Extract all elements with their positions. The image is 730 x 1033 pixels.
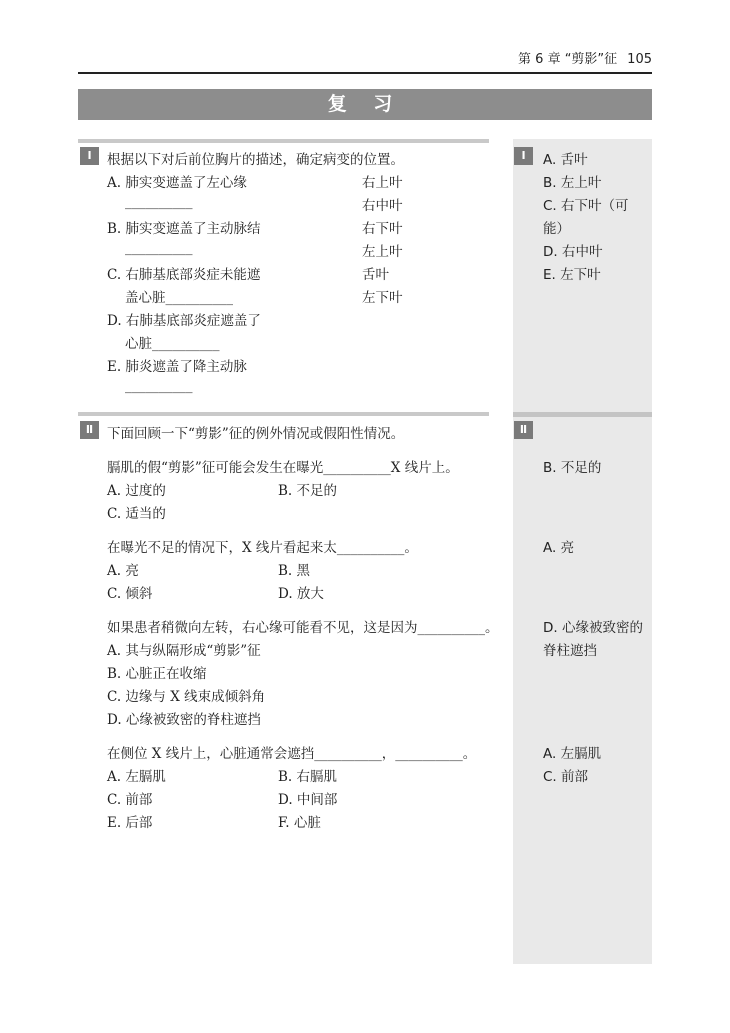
- header-rule: [78, 72, 652, 74]
- item-a-blank: __________: [125, 194, 193, 210]
- option: C. 倾斜: [107, 586, 153, 602]
- question-4: 在侧位 X 线片上，心脏通常会遮挡__________，__________。: [107, 746, 477, 762]
- answer-1c-cont: 能）: [543, 221, 570, 237]
- section2-marker: Ⅱ: [80, 421, 99, 439]
- option: B. 黑: [278, 563, 311, 579]
- answer-1e: E. 左下叶: [543, 267, 601, 283]
- option: C. 前部: [107, 792, 153, 808]
- option: A. 左膈肌: [107, 769, 166, 785]
- option: C. 适当的: [107, 506, 166, 522]
- item-b: B. 肺实变遮盖了主动脉结: [107, 221, 261, 237]
- section1-prompt: 根据以下对后前位胸片的描述，确定病变的位置。: [107, 152, 404, 168]
- running-header: [78, 48, 652, 67]
- option: C. 边缘与 X 线束成倾斜角: [107, 689, 266, 705]
- section1-marker: Ⅰ: [80, 147, 99, 165]
- item-e: E. 肺炎遮盖了降主动脉: [107, 359, 247, 375]
- option: A. 亮: [107, 563, 139, 579]
- answer-1c: C. 右下叶（可: [543, 198, 629, 214]
- answer-q3-cont: 脊柱遮挡: [543, 643, 597, 659]
- question-2: 在曝光不足的情况下，X 线片看起来太__________。: [107, 540, 418, 556]
- answer-q1: B. 不足的: [543, 460, 602, 476]
- option: B. 心脏正在收缩: [107, 666, 207, 682]
- lobe-option: 左上叶: [362, 244, 403, 260]
- option: D. 心缘被致密的脊柱遮挡: [107, 712, 261, 728]
- answer-1a: A. 舌叶: [543, 152, 588, 168]
- item-c: C. 右肺基底部炎症未能遮: [107, 267, 261, 283]
- title-banner: [78, 89, 652, 120]
- answer2-marker: Ⅱ: [514, 421, 533, 439]
- answer-q2: A. 亮: [543, 540, 575, 556]
- question-1: 膈肌的假“剪影”征可能会发生在曝光__________X 线片上。: [107, 460, 459, 476]
- option: A. 过度的: [107, 483, 166, 499]
- item-d: D. 右肺基底部炎症遮盖了: [107, 313, 261, 329]
- item-d-cont: 心脏__________: [125, 336, 220, 352]
- question-3: 如果患者稍微向左转，右心缘可能看不见，这是因为__________。: [107, 620, 499, 636]
- chapter-title: 第 6 章 “剪影”征: [518, 52, 618, 67]
- answer-q3: D. 心缘被致密的: [543, 620, 643, 636]
- answer-q4-cont: C. 前部: [543, 769, 589, 785]
- page-number: 105: [627, 52, 652, 67]
- option: B. 右膈肌: [278, 769, 338, 785]
- answer-q4: A. 左膈肌: [543, 746, 602, 762]
- answer-1b: B. 左上叶: [543, 175, 602, 191]
- item-b-blank: __________: [125, 240, 193, 256]
- option: B. 不足的: [278, 483, 338, 499]
- answer-1d: D. 右中叶: [543, 244, 603, 260]
- lobe-option: 左下叶: [362, 290, 403, 306]
- lobe-option: 右中叶: [362, 198, 403, 214]
- lobe-option: 舌叶: [362, 267, 389, 283]
- section2-rule: [78, 412, 489, 416]
- answer-panel-divider: [513, 412, 652, 417]
- option: F. 心脏: [278, 815, 321, 831]
- section1-rule: [78, 139, 489, 143]
- lobe-option: 右上叶: [362, 175, 403, 191]
- lobe-option: 右下叶: [362, 221, 403, 237]
- option: E. 后部: [107, 815, 153, 831]
- item-a: A. 肺实变遮盖了左心缘: [107, 175, 247, 191]
- option: A. 其与纵隔形成“剪影”征: [107, 643, 261, 659]
- item-e-blank: __________: [125, 378, 193, 394]
- page-title: 复 习: [327, 93, 403, 115]
- item-c-cont: 盖心脏__________: [125, 290, 233, 306]
- section2-prompt: 下面回顾一下“剪影”征的例外情况或假阳性情况。: [107, 426, 405, 442]
- option: D. 放大: [278, 586, 324, 602]
- answer1-marker: Ⅰ: [514, 147, 533, 165]
- option: D. 中间部: [278, 792, 338, 808]
